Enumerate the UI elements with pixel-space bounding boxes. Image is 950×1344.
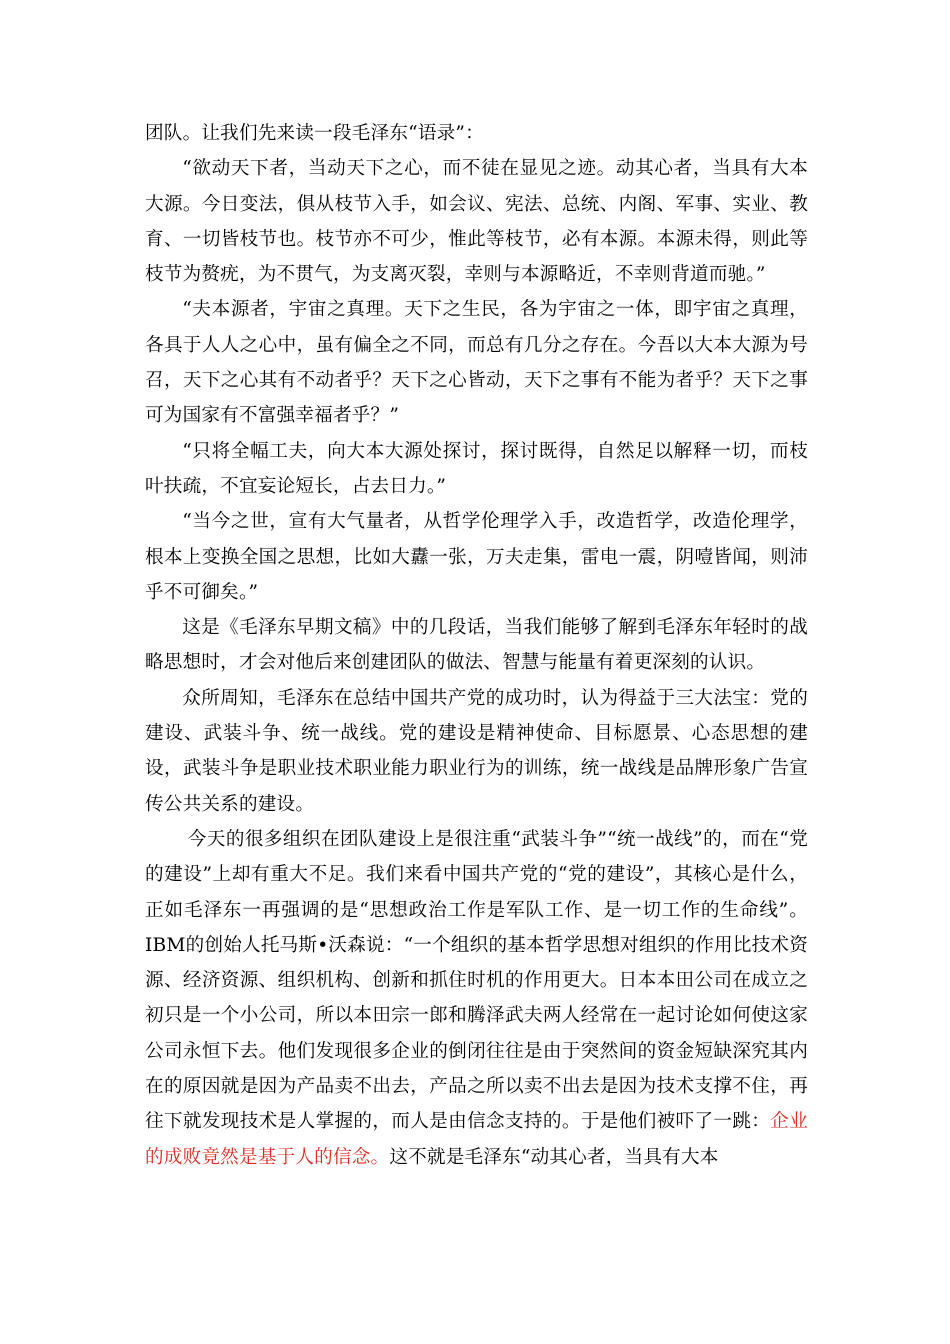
highlighted-phrase: 企业的成败竟然是基于人的信念。 xyxy=(145,1111,808,1168)
document-page xyxy=(145,116,808,1175)
paragraph-source-note: 这是《毛泽东早期文稿》中的几段话，当我们能够了解到毛泽东年轻时的战略思想时，才会对他后来创建团队的做法、智慧与能量有着更深刻的认识。 xyxy=(145,617,808,674)
paragraph-quote-4: “当今之世，宣有大气量者，从哲学伦理学入手，改造哲学，改造伦理学，根本上变换全国之思想，比如大纛一张，万夫走集，雷电一震，阴噎皆闻，则沛乎不可御矣。” xyxy=(145,511,808,603)
paragraph-three-treasures: 众所周知，毛泽东在总结中国共产党的成功时，认为得益于三大法宝：党的建设、武装斗争、统一战线。党的建设是精神使命、目标愿景、心态思想的建设，武装斗争是职业技术职业能力职业行为的训练，统一战线是品牌形象广告宣传公共关系的建设。 xyxy=(145,687,808,815)
paragraph-quote-3: “只将全幅工夫，向大本大源处探讨，探讨既得，自然足以解释一切，而枝叶扶疏，不宜妄论短长，占去日力。” xyxy=(145,440,808,497)
paragraph-team-building-tail: 这不就是毛泽东“动其心者，当具有大本 xyxy=(389,1146,719,1168)
paragraph-team-building-text: 今天的很多组织在团队建设上是很注重“武装斗争”“统一战线”的，而在“党的建设”上却有重大不足。我们来看中国共产党的“党的建设”，其核心是什么，正如毛泽东一再强调的是“思想政治工作是军队工作、是一切工作的生命线”。IBM的创始人托马斯•沃森说：“一个组织的基本哲学思想对组织的作用比技术资源、经济资源、组织机构、创新和抓住时机的作用更大。日本本田公司在成立之初只是一个小公司，所以本田宗一郎和腾泽武夫两人经常在一起讨论如何使这家公司永恒下去。他们发现很多企业的倒闭往往是由于突然间的资金短缺深究其内在的原因就是因为产品卖不出去，产品之所以卖不出去是因为技术支撑不住，再往下就发现技术是人掌握的，而人是由信念支持的。于是他们被吓了一跳： xyxy=(145,828,808,1133)
paragraph-team-building xyxy=(145,822,808,1175)
paragraph-intro: 团队。让我们先来读一段毛泽东“语录”： xyxy=(145,123,484,144)
paragraph-quote-2: “夫本源者，宇宙之真理。天下之生民，各为宇宙之一体，即宇宙之真理，各具于人人之心中，虽有偏全之不同，而总有几分之存在。今吾以大本大源为号召，天下之心其有不动者乎？天下之心皆动，天下之事有不能为者乎？天下之事可为国家有不富强幸福者乎？” xyxy=(145,299,808,427)
paragraph-quote-1: “欲动天下者，当动天下之心，而不徒在显见之迹。动其心者，当具有大本大源。今日变法，俱从枝节入手，如会议、宪法、总统、内阁、军事、实业、教育、一切皆枝节也。枝节亦不可少，惟此等枝节，必有本源。本源未得，则此等枝节为赘疣，为不贯气，为支离灭裂，幸则与本源略近，不幸则背道而驰。” xyxy=(145,158,808,286)
